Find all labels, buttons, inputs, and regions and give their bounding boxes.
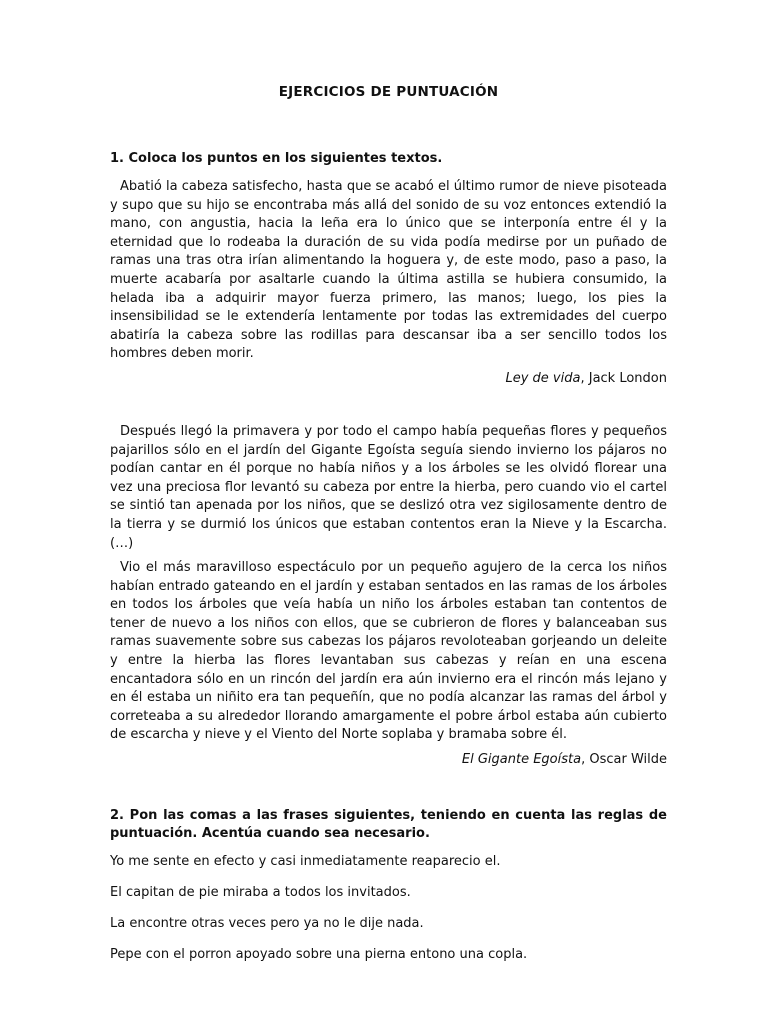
citation-author: , Oscar Wilde: [581, 752, 667, 768]
text-1-paragraph: Abatió la cabeza satisfecho, hasta que se acabó el último rumor de nieve pisoteada y supo que su hijo se encontraba más allá del sonido de su voz entonces extendió la mano, con angustia, hacia la leña era lo único que se interponía entre él y la eternidad que lo rodeaba la duración de su vida podía medirse por un puñado de ramas una tras otra irían alimentando la hoguera y, de este modo, paso a paso, la muerte acabaría por asaltarle cuando la última astilla se hubiera consumido, la helada iba a adquirir mayor fuerza primero, las manos; luego, los pies la insensibilidad se le extendería lentamente por todas las extremidades del cuerpo abatiría la cabeza sobre las rodillas para descansar iba a ser sencillo todos los hombres deben morir.: [110, 179, 667, 362]
sentence-list: [110, 853, 667, 964]
document-title: EJERCICIOS DE PUNTUACIÓN: [278, 84, 499, 100]
text-1-citation: [110, 370, 667, 388]
text-2-paragraph-2: Vio el más maravilloso espectáculo por un pequeño agujero de la cerca los niños habían entrado gateando en el jardín y estaban sentados en las ramas de los árboles en todos los árboles que veía había un niño los árboles estaban tan contentos de tener de nuevo a los niños con ellos, que se cubrieron de flores y balanceaban sus ramas suavemente sobre sus cabezas los pájaros revoloteaban gorjeando un deleite y entre la hierba las flores levantaban sus cabezas y reían en una escena encantadora sólo en un rincón del jardín era aún invierno era el rincón más lejano y en él estaba un niñito era tan pequeñín, que no podía alcanzar las ramas del árbol y correteaba a su alrededor llorando amargamente el pobre árbol estaba aún cubierto de escarcha y nieve y el Viento del Norte soplaba y bramaba sobre él.: [110, 560, 667, 743]
spacer: [110, 769, 667, 807]
section-2-heading: 2. Pon las comas a las frases siguientes, teniendo en cuenta las reglas de puntuación. Acentúa cuando sea necesario.: [110, 808, 667, 842]
sentence-item: Yo me sente en efecto y casi inmediatamente reaparecio el.: [110, 854, 501, 870]
spacer: [110, 388, 667, 423]
text-2-citation: [110, 751, 667, 769]
sentence-item: La encontre otras veces pero ya no le dije nada.: [110, 916, 424, 932]
citation-author: , Jack London: [580, 370, 667, 386]
text-2-paragraph-1: Después llegó la primavera y por todo el campo había pequeñas flores y pequeños pajarillos sólo en el jardín del Gigante Egoísta seguía siendo invierno los pájaros no podían cantar en él porque no había niños y a los árboles se les olvidó florear una vez una preciosa flor levantó su cabeza por entre la hierba, pero cuando vio el cartel se sintió tan apenada por los niños, que se deslizó otra vez sigilosamente dentro de la tierra y se durmió los únicos que estaban contentos eran la Nieve y la Escarcha. (…): [110, 423, 667, 551]
sentence-item: El capitan de pie miraba a todos los invitados.: [110, 885, 411, 901]
sentence-item: Pepe con el porron apoyado sobre una pierna entono una copla.: [110, 947, 528, 963]
citation-work-title: Ley de vida: [505, 370, 581, 386]
citation-work-title: El Gigante Egoísta: [461, 752, 582, 768]
section-1-heading: 1. Coloca los puntos en los siguientes textos.: [110, 151, 443, 166]
